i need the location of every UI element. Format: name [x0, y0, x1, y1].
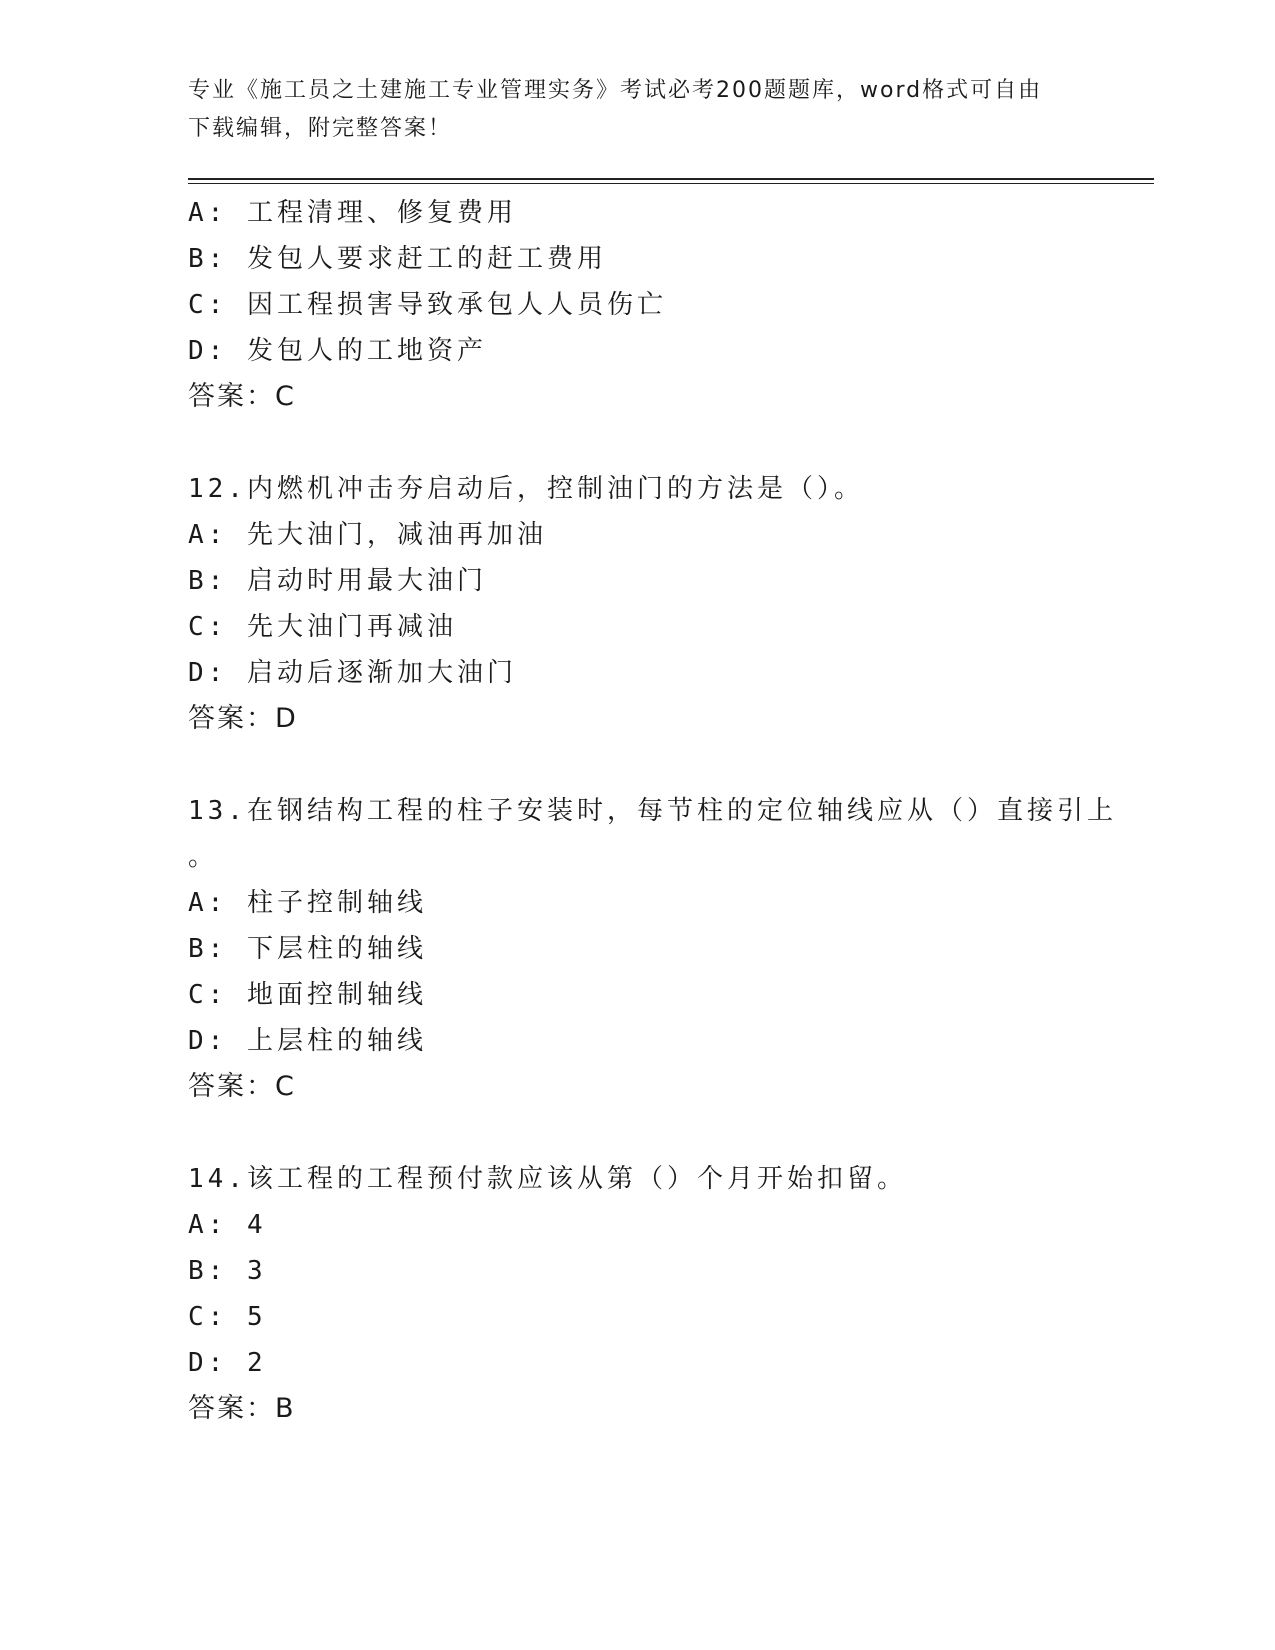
question-list	[188, 190, 1154, 1432]
option-d: D: 2	[188, 1348, 267, 1378]
option-a: A: 先大油门，减油再加油	[188, 520, 547, 550]
option-b: B: 发包人要求赶工的赶工费用	[188, 244, 607, 274]
question-text: 14.该工程的工程预付款应该从第（）个月开始扣留。	[188, 1164, 907, 1194]
question-text: 13.在钢结构工程的柱子安装时，每节柱的定位轴线应从（）直接引上	[188, 796, 1117, 826]
answer-line: 答案：C	[188, 381, 296, 412]
question-text-continuation: 。	[188, 842, 219, 872]
option-c: C: 5	[188, 1302, 267, 1332]
header-line-2: 下载编辑，附完整答案！	[188, 116, 453, 141]
question-13-block	[188, 788, 1154, 1110]
header-divider-thin	[188, 183, 1154, 184]
header-line-1: 专业《施工员之土建施工专业管理实务》考试必考200题题库，word格式可自由	[188, 78, 1043, 103]
option-b: B: 启动时用最大油门	[188, 566, 487, 596]
question-14-block	[188, 1156, 1154, 1432]
question-text: 12.内燃机冲击夯启动后，控制油门的方法是（）。	[188, 474, 864, 504]
option-a: A: 工程清理、修复费用	[188, 198, 517, 228]
option-d: D: 上层柱的轴线	[188, 1026, 427, 1056]
option-a: A: 4	[188, 1210, 267, 1240]
option-c: C: 先大油门再减油	[188, 612, 457, 642]
document-header	[188, 72, 1088, 148]
answer-line: 答案：C	[188, 1071, 296, 1102]
question-11-block	[188, 190, 1154, 420]
answer-line: 答案：B	[188, 1393, 296, 1424]
option-d: D: 发包人的工地资产	[188, 336, 487, 366]
option-d: D: 启动后逐渐加大油门	[188, 658, 517, 688]
answer-line: 答案：D	[188, 703, 298, 734]
question-12-block	[188, 466, 1154, 742]
header-divider-thick	[188, 178, 1154, 180]
option-c: C: 因工程损害导致承包人人员伤亡	[188, 290, 667, 320]
option-b: B: 3	[188, 1256, 267, 1286]
option-a: A: 柱子控制轴线	[188, 888, 427, 918]
option-c: C: 地面控制轴线	[188, 980, 427, 1010]
option-b: B: 下层柱的轴线	[188, 934, 427, 964]
